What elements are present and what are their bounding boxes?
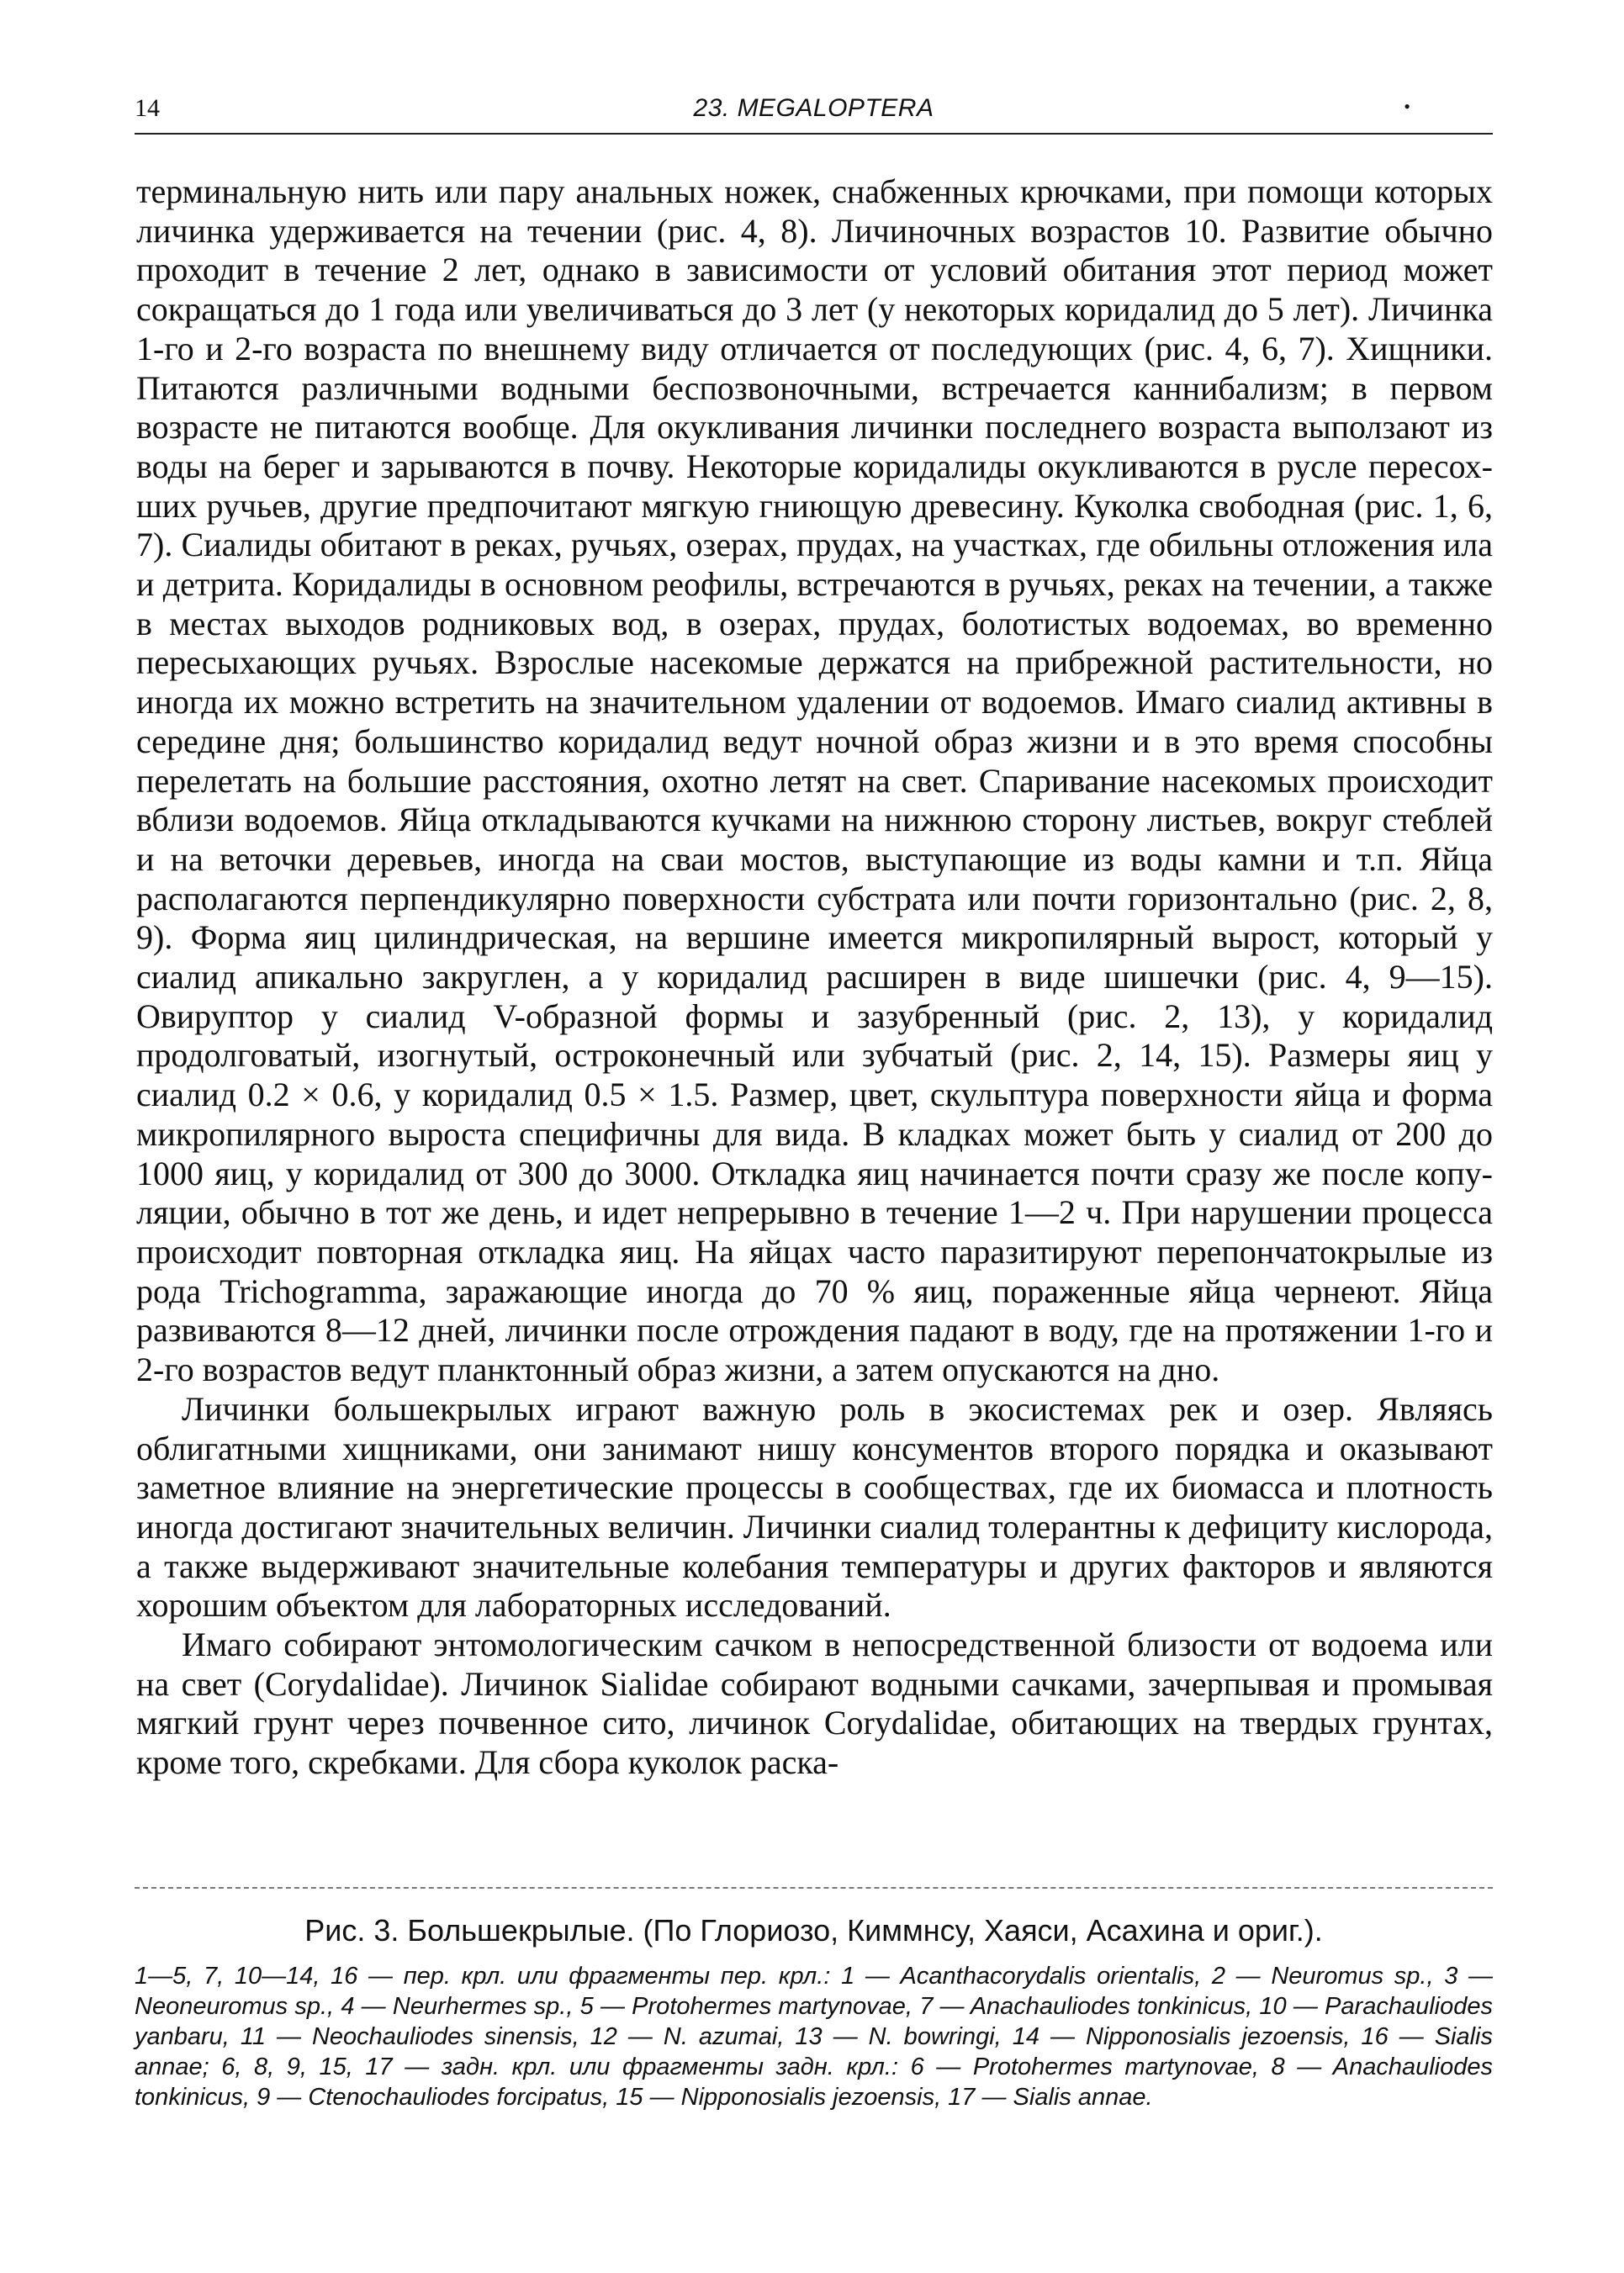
page-number: 14	[135, 94, 160, 122]
running-title: 23. MEGALOPTERA	[693, 94, 934, 122]
body-text	[136, 172, 1493, 1783]
figure-separator	[135, 1887, 1493, 1889]
paragraph-1: терминальную нить или пару анальных ножек, снабженных крючками, при помощи которых личинка удерживается на течении (рис. 4, 8). Личиночных возрастов 10. Развитие обычно проходит в течение 2 лет, однако в зависимости от условий обитания этот период может сокращаться до 1 года или увеличиваться до 3 лет (у некоторых коридалид до 5 лет). Личинка 1-го и 2-го возраста по внешнему виду отличается от последующих (рис. 4, 6, 7). Хищники. Питаются различными водными беспозвоночными, встречается каннибализм; в первом возрасте не питаются вообще. Для окукливания личинки последнего возраста выползают из воды на берег и зарываются в почву. Некоторые коридалиды окукливаются в русле пересохших ручьев, другие предпочитают мягкую гниющую древесину. Куколка свободная (рис. 1, 6, 7). Сиалиды обитают в реках, ручьях, озерах, прудах, на участках, где обильны отложения ила и детрита. Коридалиды в основном реофилы, встречаются в ручьях, реках на течении, а также в местах выходов родниковых вод, в озерах, прудах, болотистых водоемах, во временно пересыхающих ручьях. Взрослые насекомые держатся на прибрежной растительности, но иногда их можно встретить на значительном удалении от водоемов. Имаго сиалид активны в середине дня; большинство коридалид ведут ночной образ жизни и в это время способны перелетать на большие расстояния, охотно летят на свет. Спаривание насекомых происходит вблизи водоемов. Яйца откладываются кучками на нижнюю сторону листьев, вокруг стеблей и на веточки деревьев, иногда на сваи мостов, выступающие из воды камни и т.п. Яйца располагаются перпендикулярно поверхности субстрата или почти горизонтально (рис. 2, 8, 9). Форма яиц цилиндрическая, на вершине имеется микропилярный вырост, который у сиалид апикально закруглен, а у коридалид расширен в виде шишечки (рис. 4, 9—15). Овируптор у сиалид V-образной формы и зазубренный (рис. 2, 13), у коридалид продолговатый, изогнутый, остроконечный или зубчатый (рис. 2, 14, 15). Размеры яиц у сиалид 0.2 × 0.6, у коридалид 0.5 × 1.5. Размер, цвет, скульптура поверхности яйца и форма микропилярного выроста специфичны для вида. В кладках может быть у сиалид от 200 до 1000 яиц, у коридалид от 300 до 3000. Откладка яиц начинается почти сразу же после копуляции, обычно в тот же день, и идет непрерывно в течение 1—2 ч. При нарушении процесса происходит повторная откладка яиц. На яйцах часто паразитируют перепончатокрылые из рода Trichogramma, заражающие иногда до 70 % яиц, пораженные яйца чернеют. Яйца развиваются 8—12 дней, личинки после отрождения падают в воду, где на протяжении 1-го и 2-го возрастов ведут планктонный образ жизни, а затем опускаются на дно.	[136, 172, 1493, 1389]
figure-caption-title: Рис. 3. Большекрылые. (По Глориозо, Киммнсу, Хаяси, Асахина и ориг.).	[304, 1913, 1323, 1948]
paragraph-3: Имаго собирают энтомологическим сачком в непосредственной близости от водоема или на свет (Corydalidae). Личинок Sialidae собирают водными сачками, зачерпывая и промывая мягкий грунт через почвенное сито, личинок Corydalidae, обитающих на твердых грунтах, кроме того, скребками. Для сбора куколок раска-	[136, 1625, 1493, 1782]
paragraph-2: Личинки большекрылых играют важную роль в экосистемах рек и озер. Являясь облигатными хищниками, они занимают нишу консументов второго порядка и оказывают заметное влияние на энергетические процессы в сообществах, где их биомасса и плотность иногда достигают значительных величин. Личинки сиалид толерантны к дефициту кислорода, а также выдерживают значительные колебания температуры и других факторов и являются хорошим объектом для лабораторных исследований.	[136, 1389, 1493, 1625]
figure-caption	[135, 1911, 1493, 2112]
figure-caption-legend: 1—5, 7, 10—14, 16 — пер. крл. или фрагменты пер. крл.: 1 — Acanthacorydalis orientalis, 2 — Neuromus sp., 3 — Neoneuromus sp., 4 — Neurhermes sp., 5 — Protohermes martynovae, 7 — Anachauliodes tonkinicus, 10 — Parachauliodes yanbaru, 11 — Neochauliodes sinensis, 12 — N. azumai, 13 — N. bowringi, 14 — Nipponosialis jezoensis, 16 — Sialis annae; 6, 8, 9, 15, 17 — задн. крл. или фрагменты задн. крл.: 6 — Protohermes martynovae, 8 — Anachauliodes tonkinicus, 9 — Ctenochauliodes forcipatus, 15 — Nipponosialis jezoensis, 17 — Sialis annae.	[135, 1963, 1493, 2111]
page-header	[135, 91, 1493, 135]
header-bullet-mark: •	[1404, 96, 1410, 117]
header-rule	[135, 133, 1493, 135]
